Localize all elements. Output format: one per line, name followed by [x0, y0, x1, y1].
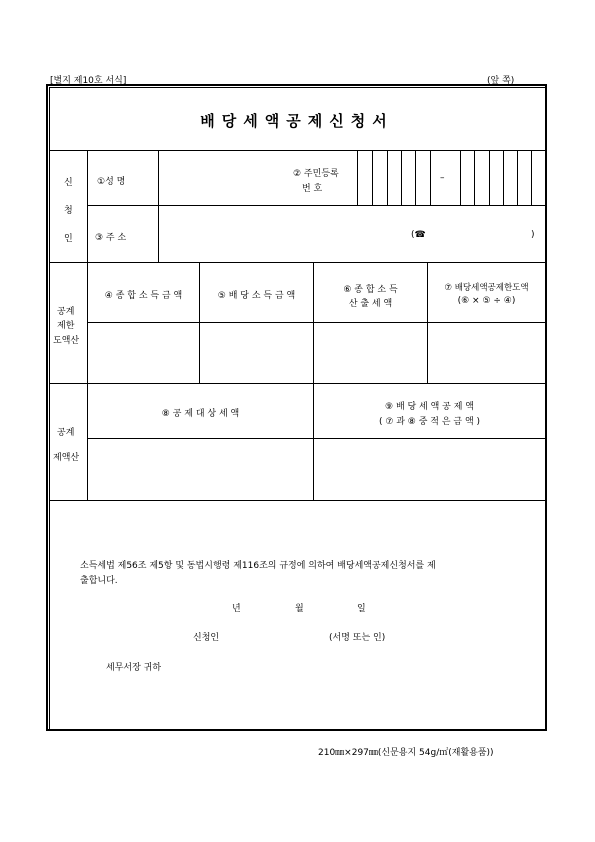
addressee: 세무서장 귀하 — [106, 663, 162, 673]
signature-hint: (서명 또는 인) — [329, 633, 386, 643]
divider — [87, 322, 545, 323]
column-header-deduction-amount: ⑨ 배 당 세 액 공 제 액 — [385, 402, 474, 412]
column-header-limit-amount: ⑦ 배당세액공제한도액 — [444, 283, 529, 293]
divider — [87, 205, 545, 206]
divider — [49, 500, 545, 501]
phone-close: ) — [531, 230, 535, 240]
address-field[interactable] — [160, 207, 540, 261]
column-header-computed-tax: 산 출 세 액 — [348, 299, 393, 309]
phone-label: (☎ — [411, 230, 426, 240]
column-header-target-tax: ⑧ 공 제 대 상 세 액 — [161, 409, 240, 419]
total-income-field[interactable] — [89, 324, 198, 382]
date-year-label: 년 — [232, 604, 241, 614]
applicant-section-label: 인 — [64, 234, 73, 244]
applicant-signature-field[interactable] — [225, 626, 325, 642]
limit-amount-field[interactable] — [429, 324, 543, 382]
column-header-deduction-amount: ( ⑦ 과 ⑧ 중 적 은 금 액 ) — [378, 417, 481, 427]
computed-tax-field[interactable] — [315, 324, 426, 382]
divider — [313, 262, 314, 383]
target-tax-field[interactable] — [89, 440, 312, 499]
statement-text: 출합니다. — [80, 576, 118, 586]
deduction-section-label: 제액산 — [53, 453, 80, 463]
divider — [49, 383, 545, 384]
name-field[interactable] — [160, 152, 283, 204]
date-field[interactable] — [180, 596, 380, 612]
rrn-dash: – — [440, 173, 445, 183]
dividend-income-field[interactable] — [201, 324, 312, 382]
divider — [158, 150, 159, 262]
limit-section-label: 도액산 — [53, 336, 80, 346]
column-header-dividend-income: ⑤ 배 당 소 득 금 액 — [217, 291, 296, 301]
divider — [199, 262, 200, 383]
date-month-label: 월 — [295, 604, 304, 614]
statement-text: 소득세법 제56조 제5항 및 동법시행령 제116조의 규정에 의하여 배당세액공제신청서를 제 — [80, 561, 436, 571]
deduction-section-label: 공계 — [57, 428, 75, 438]
address-label: ③ 주 소 — [95, 233, 127, 243]
applicant-section-label: 청 — [64, 206, 73, 216]
column-header-limit-amount: (⑥ × ⑤ ÷ ④) — [457, 296, 516, 306]
applicant-section-label: 신 — [64, 178, 73, 188]
divider — [49, 262, 545, 263]
form-title: 배당세액공제신청서 — [200, 111, 394, 130]
name-label: ①성 명 — [97, 177, 126, 187]
limit-section-label: 공계 — [57, 307, 75, 317]
page-side-label: (앞 쪽) — [487, 76, 515, 86]
rrn-label: 번 호 — [302, 184, 323, 194]
divider — [87, 150, 88, 500]
column-header-computed-tax: ⑥ 종 합 소 득 — [343, 285, 398, 295]
applicant-signature-label: 신청인 — [193, 633, 220, 643]
rrn-label: ② 주민등록 — [293, 169, 339, 179]
date-day-label: 일 — [357, 604, 366, 614]
divider — [87, 438, 545, 439]
column-header-total-income: ④ 종 합 소 득 금 액 — [104, 291, 183, 301]
paper-spec: 210㎜×297㎜(신문용지 54g/㎡(재활용품)) — [318, 748, 494, 758]
deduction-amount-field[interactable] — [315, 440, 543, 499]
form-number: [별지 제10호 서식] — [50, 76, 127, 86]
limit-section-label: 제한 — [57, 321, 75, 331]
rrn-field[interactable] — [358, 151, 544, 205]
